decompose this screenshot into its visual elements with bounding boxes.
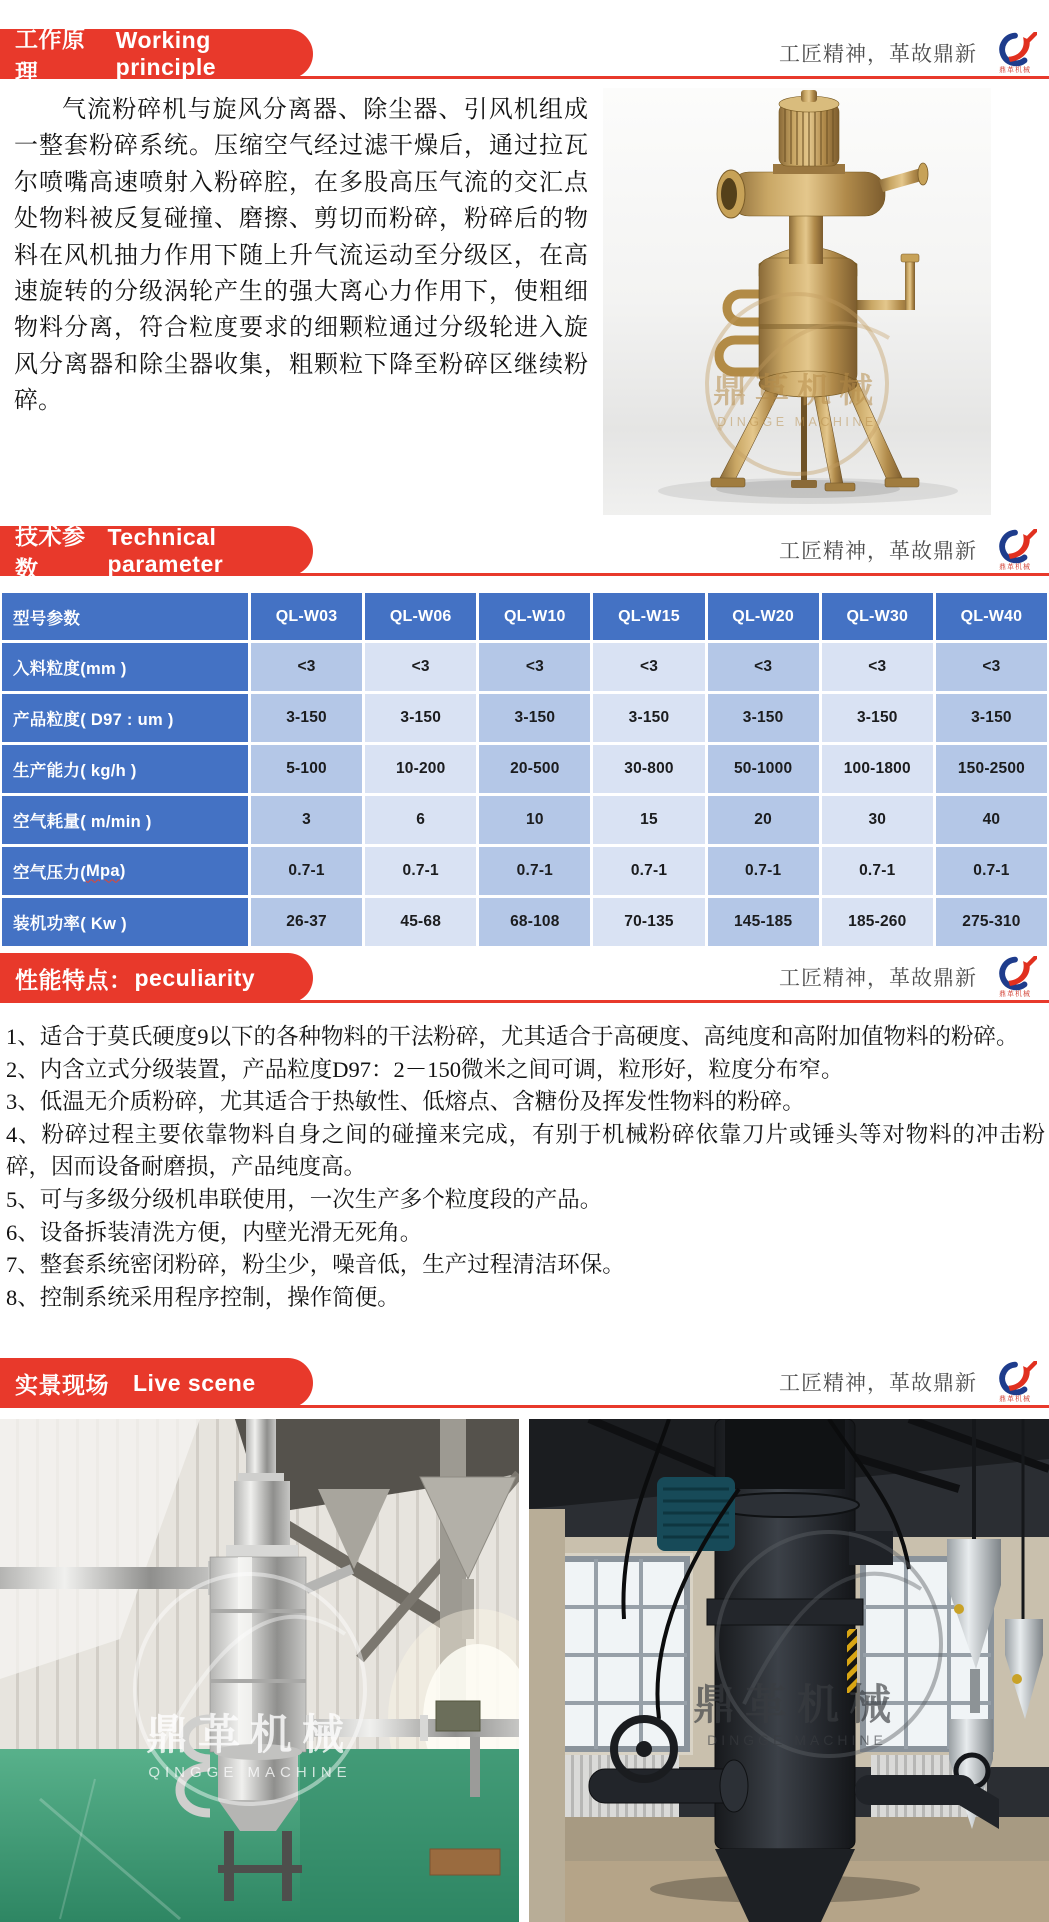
live-photo-left (0, 1419, 519, 1922)
svg-text:DINGGE MACHINE: DINGGE MACHINE (717, 415, 877, 429)
param-value-cell: <3 (822, 643, 933, 691)
brand-logo-caption: 鼎革机械 (999, 991, 1031, 998)
banner-title-en: Live scene (133, 1369, 256, 1396)
param-value-cell: 50-1000 (708, 745, 819, 793)
model-header-cell: QL-W40 (936, 593, 1047, 640)
brand-logo-icon (993, 1361, 1037, 1396)
param-label-cell: 生产能力( kg/h ) (2, 745, 248, 793)
model-header-cell: QL-W30 (822, 593, 933, 640)
feature-item: 6、设备拆装清洗方便，内壁光滑无死角。 (6, 1219, 423, 1245)
banner-title-zh: 技术参数 (15, 523, 86, 582)
banner-title-en: Technical parameter (107, 524, 224, 577)
svg-text:QINGGE MACHINE: QINGGE MACHINE (148, 1764, 352, 1781)
param-value-cell: 150-2500 (936, 745, 1047, 793)
banner-title-en: Working principle (115, 27, 217, 80)
param-value-cell: <3 (251, 643, 362, 691)
table-corner-cell: 型号参数 (2, 593, 248, 640)
section-banner (0, 523, 313, 582)
working-principle-paragraph: 气流粉碎机与旋风分离器、除尘器、引风机组成一整套粉碎系统。压缩空气经过滤干燥后，通过拉瓦尔喷嘴高速喷射入粉碎腔，在多股高压气流的交汇点处物料被反复碰撞、磨擦、剪切而粉碎，粉碎后的物料在风机抽力作用下随上升气流运动至分级区，在高速旋转的分级涡轮产生的强大离心力作用下，使粗细物料分离，符合粒度要求的细颗粒通过分级轮进入旋风分离器和除尘器收集，粗颗粒下降至粉碎区继续粉碎。 (14, 97, 588, 415)
model-header-cell: QL-W10 (479, 593, 590, 640)
param-value-cell: 10-200 (365, 745, 476, 793)
model-header-cell: QL-W15 (593, 593, 704, 640)
param-value-cell: 5-100 (251, 745, 362, 793)
svg-text:鼎革机械: 鼎革机械 (713, 372, 881, 410)
param-value-cell: 3-150 (251, 694, 362, 742)
param-value-cell: 3-150 (708, 694, 819, 742)
param-value-cell: 0.7-1 (822, 847, 933, 895)
param-value-cell: 15 (593, 796, 704, 844)
brand-logo (989, 529, 1041, 572)
banner-title-zh: 实景现场 (15, 1371, 109, 1398)
param-label-cell: 入料粒度(mm ) (2, 643, 248, 691)
param-value-cell: 70-135 (593, 898, 704, 946)
param-value-cell: <3 (936, 643, 1047, 691)
section-banner (0, 1358, 313, 1408)
param-value-cell: 3-150 (822, 694, 933, 742)
section-header-technical-parameter (0, 523, 1049, 582)
brand-logo-icon (993, 529, 1037, 564)
param-value-cell: 68-108 (479, 898, 590, 946)
section-header-peculiarity (0, 953, 1049, 1003)
brand-logo-icon (993, 956, 1037, 991)
param-value-cell: 30 (822, 796, 933, 844)
feature-item: 7、整套系统密闭粉碎，粉尘少，噪音低，生产过程清洁环保。 (6, 1252, 625, 1278)
param-value-cell: 20-500 (479, 745, 590, 793)
param-value-cell: 40 (936, 796, 1047, 844)
brand-logo (989, 1361, 1041, 1404)
param-value-cell: 0.7-1 (251, 847, 362, 895)
model-header-cell: QL-W06 (365, 593, 476, 640)
model-header-cell: QL-W03 (251, 593, 362, 640)
param-value-cell: 3-150 (593, 694, 704, 742)
brand-slogan: 工匠精神，革故鼎新 (779, 42, 977, 66)
feature-item: 1、适合于莫氏硬度9以下的各种物料的干法粉碎，尤其适合于高硬度、高纯度和高附加值物料的粉碎。 (6, 1024, 1019, 1049)
section-header-live-scene (0, 1358, 1049, 1408)
param-value-cell: 3-150 (365, 694, 476, 742)
feature-item: 3、低温无介质粉碎，尤其适合于热敏性、低熔点、含糖份及挥发性物料的粉碎。 (6, 1089, 805, 1115)
parameter-table (2, 593, 1047, 946)
param-value-cell: 0.7-1 (936, 847, 1047, 895)
param-value-cell: 3 (251, 796, 362, 844)
param-value-cell: 0.7-1 (708, 847, 819, 895)
param-value-cell: 0.7-1 (479, 847, 590, 895)
param-value-cell: 30-800 (593, 745, 704, 793)
feature-item: 4、粉碎过程主要依靠物料自身之间的碰撞来完成，有别于机械粉碎依靠刀片或锤头等对物料的冲击粉碎，因而设备耐磨损，产品纯度高。 (6, 1121, 1045, 1180)
param-value-cell: <3 (593, 643, 704, 691)
section-banner (0, 953, 313, 1003)
banner-title-zh: 性能特点： (15, 966, 133, 993)
param-label-cell: 装机功率( Kw ) (2, 898, 248, 946)
param-label-cell: 产品粒度( D97 : um ) (2, 694, 248, 742)
param-label-cell: 空气压力( Mpa ) (2, 847, 248, 895)
brand-slogan: 工匠精神，革故鼎新 (779, 539, 977, 563)
feature-item: 5、可与多级分级机串联使用，一次生产多个粒度段的产品。 (6, 1186, 603, 1212)
param-value-cell: 3-150 (936, 694, 1047, 742)
jet-mill-render (603, 88, 991, 515)
param-value-cell: <3 (365, 643, 476, 691)
section-banner (0, 26, 313, 85)
banner-title-zh: 工作原理 (15, 26, 86, 85)
param-value-cell: 0.7-1 (365, 847, 476, 895)
param-value-cell: 3-150 (479, 694, 590, 742)
param-value-cell: 6 (365, 796, 476, 844)
brand-logo-icon (993, 32, 1037, 67)
section-header-working-principle (0, 26, 1049, 85)
svg-text:鼎革机械: 鼎革机械 (692, 1681, 902, 1728)
live-photo-right (529, 1419, 1049, 1922)
param-value-cell: 145-185 (708, 898, 819, 946)
brand-logo-caption: 鼎革机械 (999, 67, 1031, 74)
brand-logo-caption: 鼎革机械 (999, 564, 1031, 571)
feature-item: 2、内含立式分级装置，产品粒度D97：2－150微米之间可调，粒形好，粒度分布窄。 (6, 1056, 844, 1082)
feature-item: 8、控制系统采用程序控制，操作简便。 (6, 1284, 400, 1310)
param-value-cell: 10 (479, 796, 590, 844)
brand-logo (989, 32, 1041, 75)
param-label-cell: 空气耗量( m/min ) (2, 796, 248, 844)
banner-title-en: peculiarity (134, 964, 256, 991)
brand-logo-caption: 鼎革机械 (999, 1396, 1031, 1403)
param-value-cell: 26-37 (251, 898, 362, 946)
param-value-cell: <3 (479, 643, 590, 691)
param-value-cell: 0.7-1 (593, 847, 704, 895)
brand-logo (989, 956, 1041, 999)
svg-text:DINGGE MACHINE: DINGGE MACHINE (707, 1732, 887, 1748)
model-header-cell: QL-W20 (708, 593, 819, 640)
brand-slogan: 工匠精神，革故鼎新 (779, 966, 977, 990)
param-value-cell: 100-1800 (822, 745, 933, 793)
param-value-cell: 45-68 (365, 898, 476, 946)
param-value-cell: 20 (708, 796, 819, 844)
param-value-cell: <3 (708, 643, 819, 691)
product-render-image (603, 88, 991, 515)
feature-list (6, 1021, 1045, 1314)
brand-slogan: 工匠精神，革故鼎新 (779, 1371, 977, 1395)
param-value-cell: 275-310 (936, 898, 1047, 946)
svg-text:鼎革机械: 鼎革机械 (145, 1711, 355, 1758)
param-value-cell: 185-260 (822, 898, 933, 946)
